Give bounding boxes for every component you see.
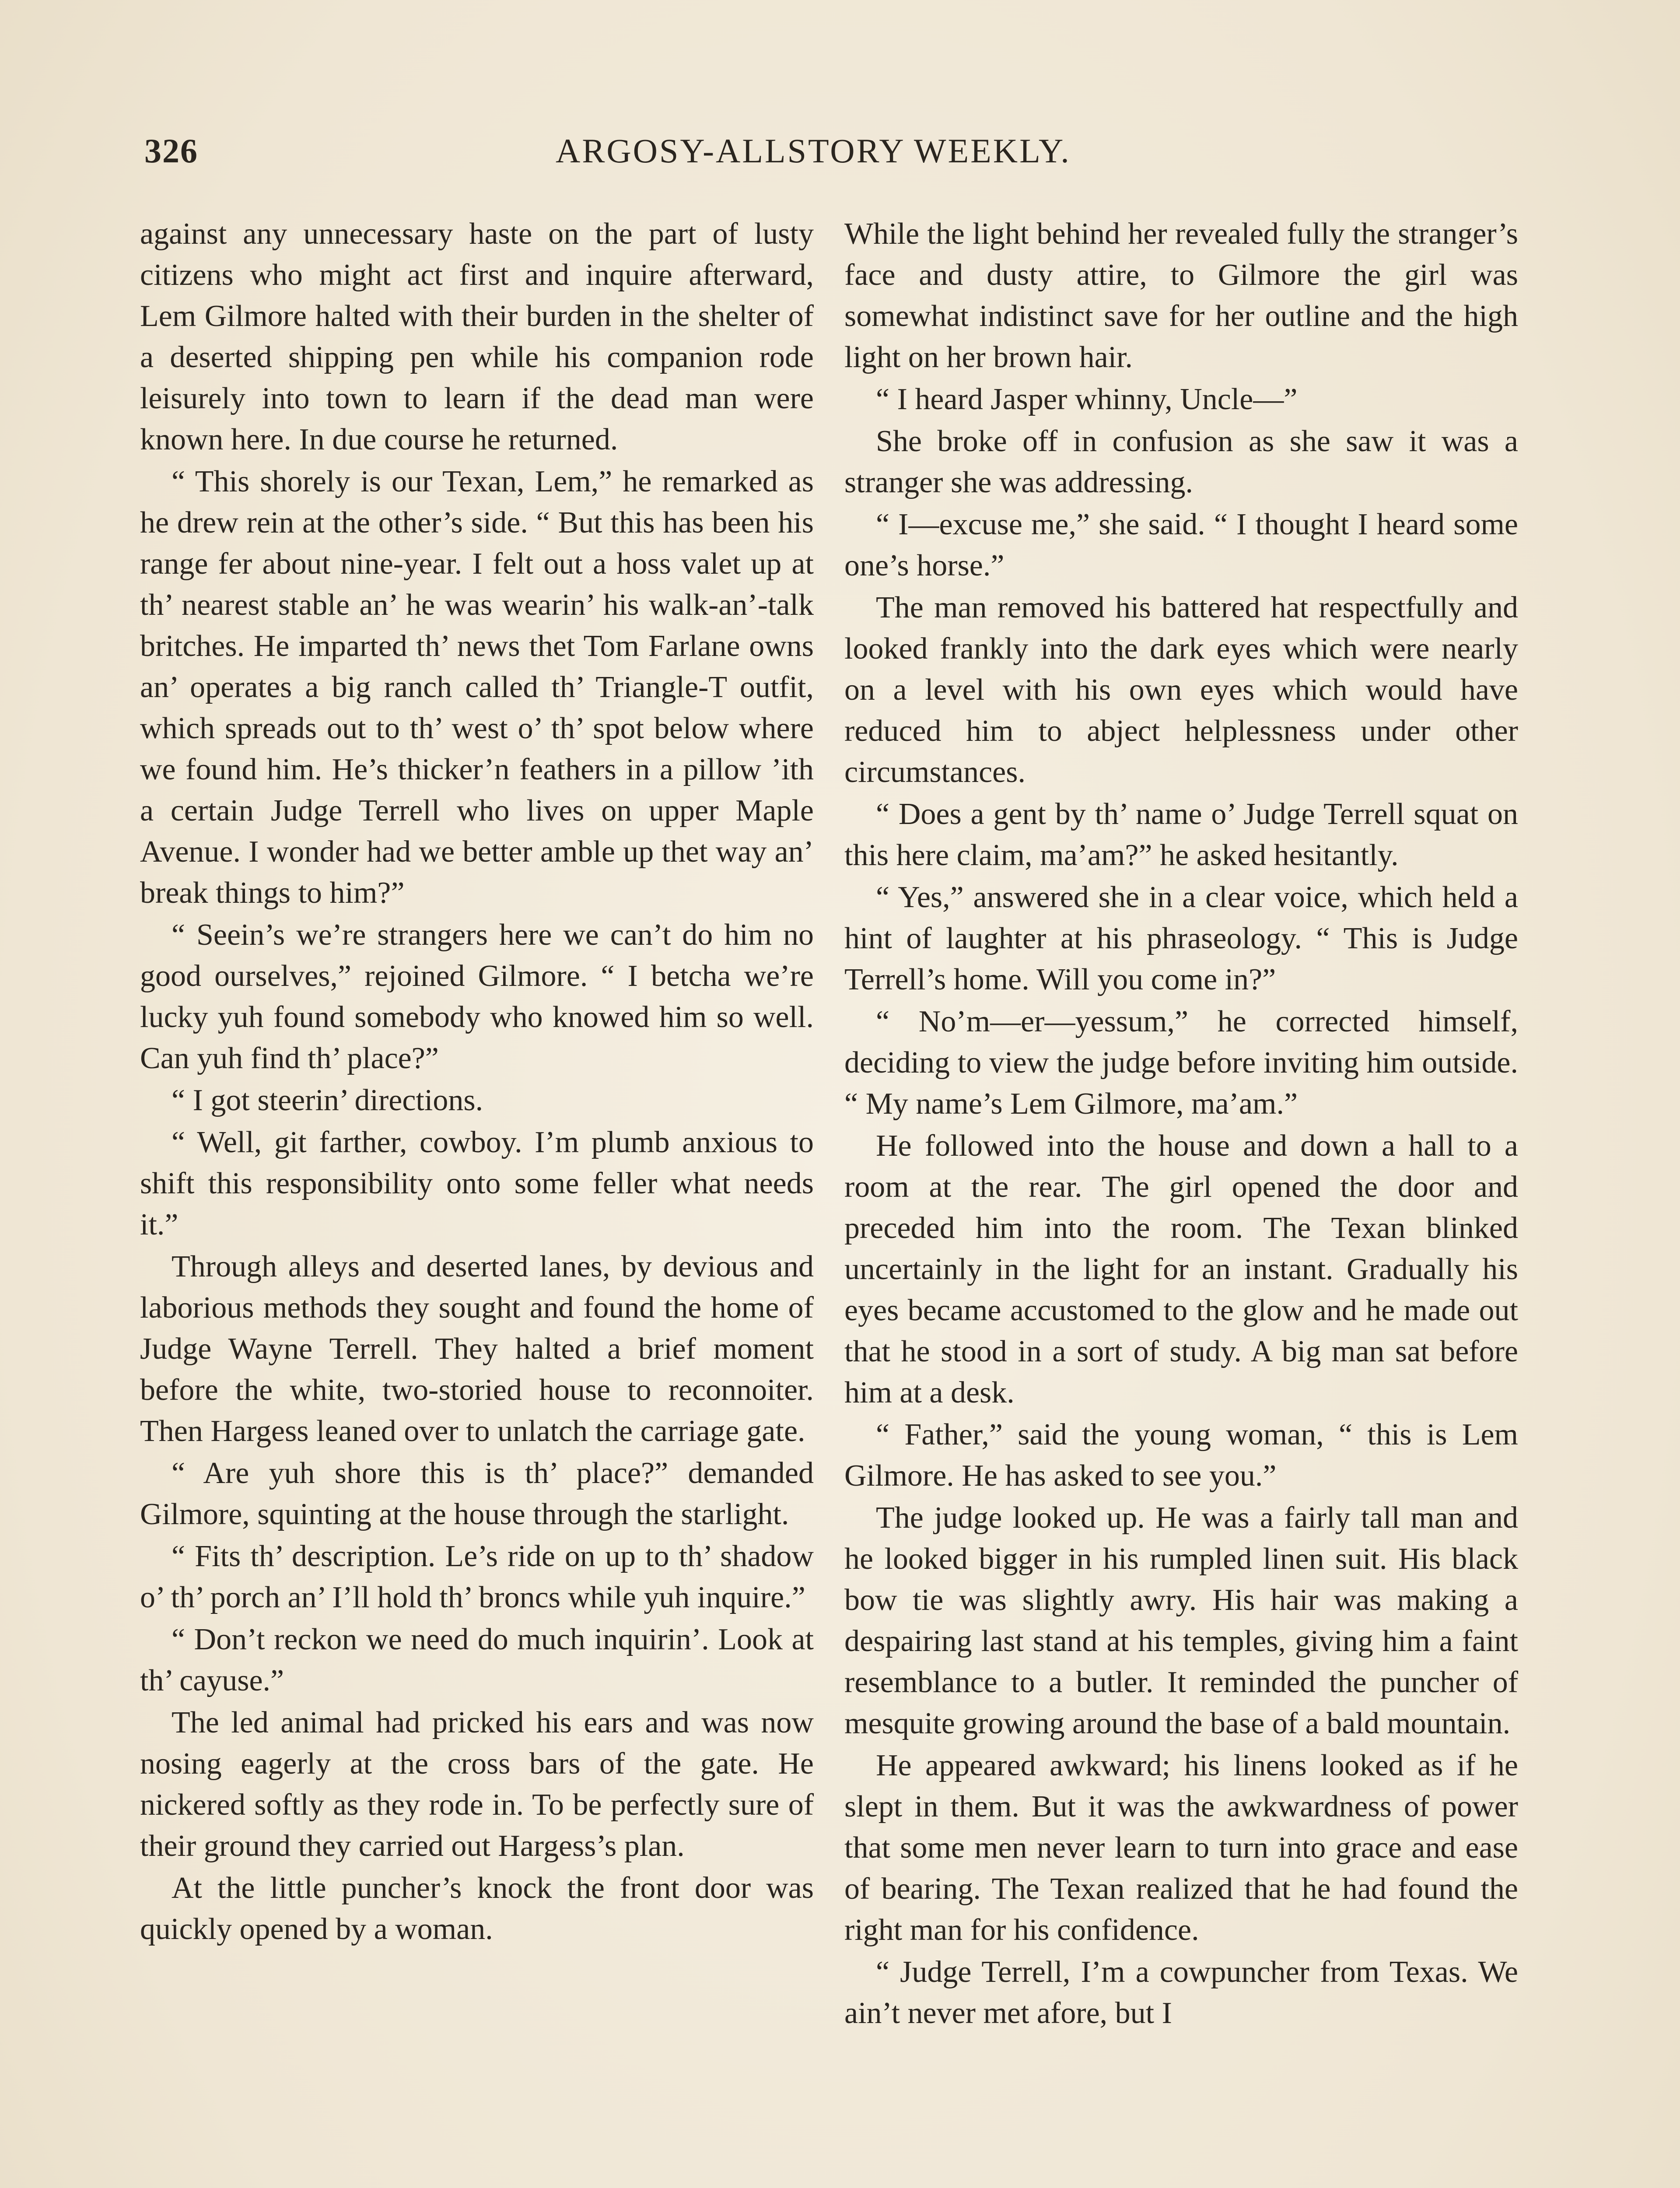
paragraph: “ Fits th’ description. Le’s ride on up to th’ shadow o’ th’ porch an’ I’ll hold th’ broncs while yuh inquire.” — [140, 1539, 814, 1614]
paragraph: He appeared awkward; his linens looked as if he slept in them. But it was the awkwardness of power that some men never learn to turn into grace and ease of bearing. The Texan realized that he had found the right man for his confidence. — [844, 1749, 1518, 1947]
paragraph: “ Judge Terrell, I’m a cowpuncher from Texas. We ain’t never met afore, but I — [844, 1955, 1518, 2030]
paragraph: While the light behind her revealed fully the stranger’s face and dusty attire, to Gilmore the girl was somewhat indistinct save for her outline and the high light on her brown hair. — [844, 217, 1518, 374]
paragraph: “ Seein’s we’re strangers here we can’t do him no good ourselves,” rejoined Gilmore. “ I betcha we’re lucky yuh found somebody who knowed him so well. Can yuh find th’ place?” — [140, 918, 814, 1075]
running-title: ARGOSY-ALLSTORY WEEKLY. — [556, 132, 1071, 170]
paragraph: “ Well, git farther, cowboy. I’m plumb anxious to shift this responsibility onto some feller what needs it.” — [140, 1126, 814, 1241]
paragraph: “ Yes,” answered she in a clear voice, which held a hint of laughter at his phraseology. “ This is Judge Terrell’s home. Will you come in?” — [844, 880, 1518, 996]
paragraph: He followed into the house and down a hall to a room at the rear. The girl opened the door and preceded him into the room. The Texan blinked uncertainly in the light for an instant. Gradually his eyes became accustomed to the glow and he made out that he stood in a sort of study. A big man sat before him at a desk. — [844, 1129, 1518, 1410]
paragraph: “ Father,” said the young woman, “ this is Lem Gilmore. He has asked to see you.” — [844, 1418, 1518, 1493]
page-number: 326 — [144, 132, 198, 170]
paragraph: The man removed his battered hat respectfully and looked frankly into the dark eyes which were nearly on a level with his own eyes which would have reduced him to abject helplessness under other circumstances. — [844, 591, 1518, 789]
paragraph: She broke off in confusion as she saw it was a stranger she was addressing. — [844, 424, 1518, 499]
paragraph: “ Don’t reckon we need do much inquirin’. Look at th’ cayuse.” — [140, 1623, 814, 1697]
paragraph: “ Does a gent by th’ name o’ Judge Terrell squat on this here claim, ma’am?” he asked hesitantly. — [844, 797, 1518, 872]
right-column — [844, 214, 1518, 2035]
paragraph: “ This shorely is our Texan, Lem,” he remarked as he drew rein at the other’s side. “ But this has been his range fer about nine-year. I felt out a hoss valet up at th’ nearest stable an’ he was wearin’ his walk-an’-talk britches. He imparted th’ news thet Tom Farlane owns an’ operates a big ranch called th’ Triangle-T outfit, which spreads out to th’ west o’ th’ spot below where we found him. He’s thicker’n feathers in a pillow ’ith a certain Judge Terrell who lives on upper Maple Avenue. I wonder had we better amble up thet way an’ break things to him?” — [140, 465, 814, 910]
page-header — [144, 131, 1107, 184]
paragraph: against any unnecessary haste on the part of lusty citizens who might act first and inquire afterward, Lem Gilmore halted with their burden in the shelter of a deserted shipping pen while his companion rode leisurely into town to learn if the dead man were known here. In due course he returned. — [140, 217, 814, 456]
paragraph: “ No’m—er—yessum,” he corrected himself, deciding to view the judge before inviting him outside. “ My name’s Lem Gilmore, ma’am.” — [844, 1005, 1518, 1121]
paragraph: The led animal had pricked his ears and was now nosing eagerly at the cross bars of the gate. He nickered softly as they rode in. To be perfectly sure of their ground they carried out Hargess’s plan. — [140, 1706, 814, 1863]
paragraph: Through alleys and deserted lanes, by devious and laborious methods they sought and found the home of Judge Wayne Terrell. They halted a brief moment before the white, two-storied house to reconnoiter. Then Hargess leaned over to unlatch the carriage gate. — [140, 1250, 814, 1448]
paragraph: The judge looked up. He was a fairly tall man and he looked bigger in his rumpled linen suit. His black bow tie was slightly awry. His hair was making a despairing last stand at his temples, giving him a faint resemblance to a butler. It reminded the puncher of mesquite growing around the base of a bald mountain. — [844, 1501, 1518, 1740]
paragraph: “ I got steerin’ directions. — [172, 1083, 483, 1117]
paragraph: At the little puncher’s knock the front door was quickly opened by a woman. — [140, 1871, 814, 1946]
left-column — [140, 214, 814, 1951]
paragraph: “ Are yuh shore this is th’ place?” demanded Gilmore, squinting at the house through the starlight. — [140, 1456, 814, 1531]
paragraph: “ I—excuse me,” she said. “ I thought I heard some one’s horse.” — [844, 508, 1518, 582]
paragraph: “ I heard Jasper whinny, Uncle—” — [876, 382, 1298, 416]
